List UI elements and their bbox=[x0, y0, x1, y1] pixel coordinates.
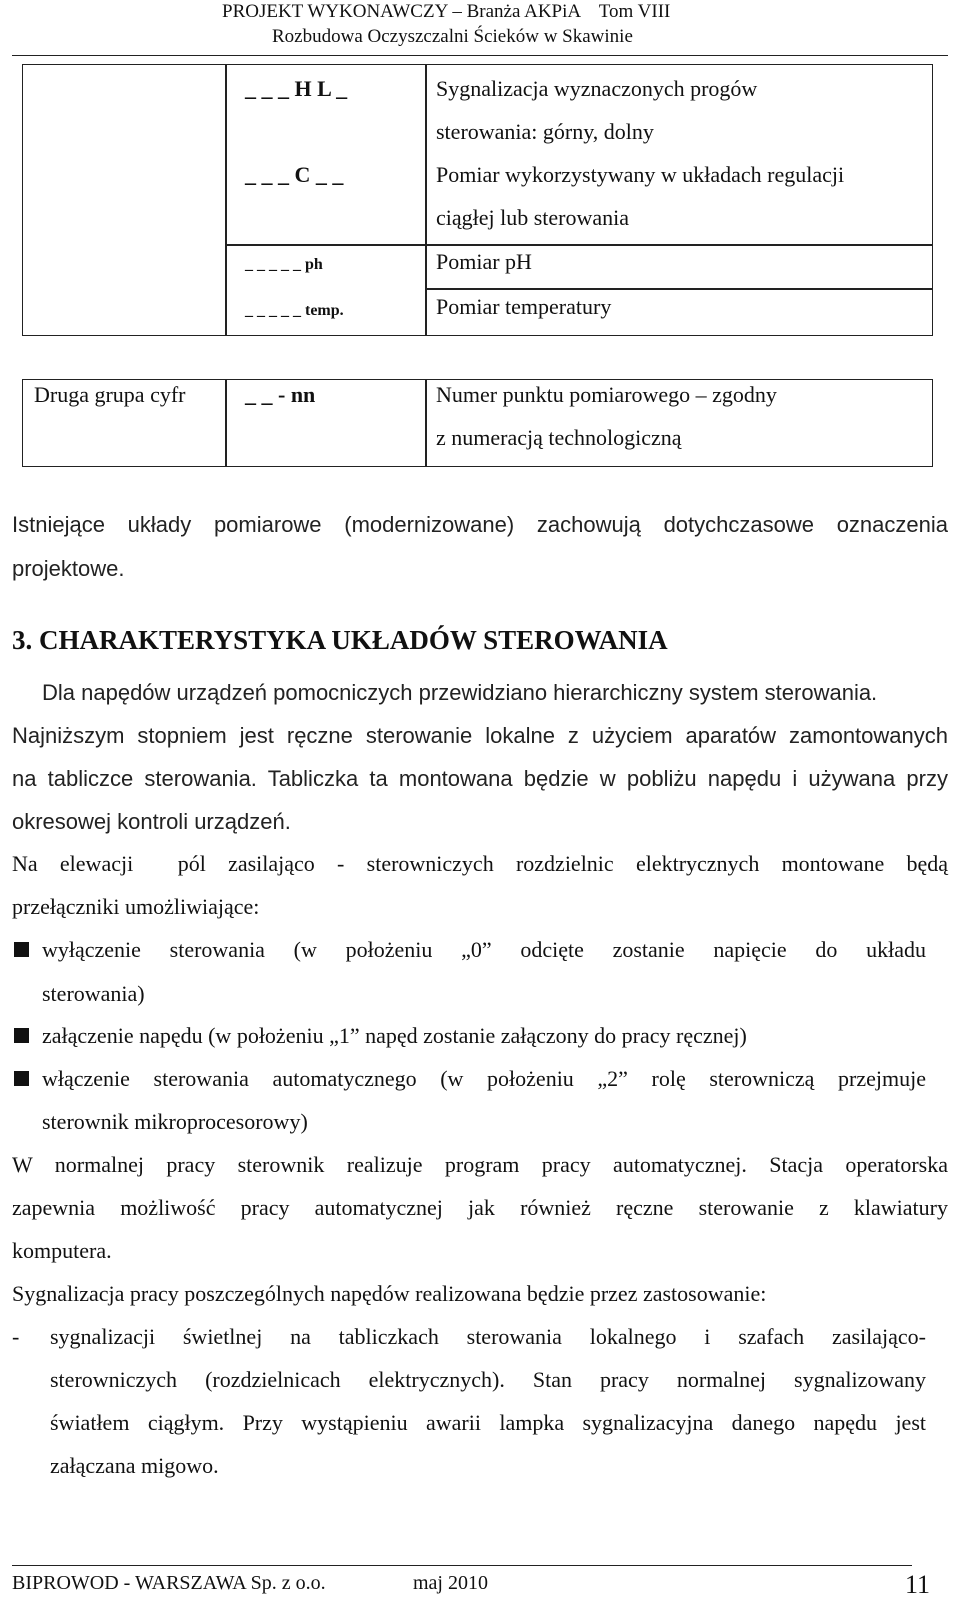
p1-line1: Dla napędów urządzeń pomocniczych przewidziano hierarchiczny system sterowania. bbox=[42, 680, 878, 705]
intro-line1: Istniejące układy pomiarowe (modernizowane) zachowują dotychczasowe oznaczenia bbox=[12, 512, 948, 537]
page-number: 11 bbox=[904, 1570, 930, 1599]
table2-code: _ _ - nn bbox=[245, 382, 316, 407]
table2-label: Druga grupa cyfr bbox=[34, 382, 186, 407]
desc-c-line2: ciągłej lub sterowania bbox=[436, 205, 630, 230]
header-divider bbox=[12, 55, 948, 56]
bullet-2-line1: załączenie napędu (w położeniu „1” napęd zostanie załączony do pracy ręcznej) bbox=[42, 1023, 747, 1048]
p3-line1: W normalnej pracy sterownik realizuje program pracy automatycznej. Stacja operatorska bbox=[12, 1152, 948, 1177]
table2-desc-line1: Numer punktu pomiarowego – zgodny bbox=[436, 382, 777, 407]
bullet-1-line2: sterowania) bbox=[42, 981, 145, 1006]
p1-line3: na tabliczce sterowania. Tabliczka ta montowana będzie w pobliżu napędu i używana przy bbox=[12, 766, 948, 791]
p1-line4: okresowej kontroli urządzeń. bbox=[12, 809, 291, 834]
desc-hl-line1: Sygnalizacja wyznaczonych progów bbox=[436, 76, 758, 101]
footer-divider bbox=[12, 1565, 912, 1566]
bullet-3-line1: włączenie sterowania automatycznego (w położeniu „2” rolę sterowniczą przejmuje bbox=[42, 1066, 926, 1091]
p2-line2: przełączniki umożliwiające: bbox=[12, 894, 260, 919]
p5-line1: sygnalizacji świetlnej na tabliczkach sterowania lokalnego i szafach zasilająco- bbox=[50, 1324, 926, 1349]
section-heading: 3. CHARAKTERYSTYKA UKŁADÓW STEROWANIA bbox=[12, 625, 668, 655]
desc-hl-line2: sterowania: górny, dolny bbox=[436, 119, 654, 144]
footer-date: maj 2010 bbox=[413, 1572, 488, 1594]
p5-line4: załączana migowo. bbox=[50, 1453, 219, 1478]
table1-left-cell bbox=[22, 64, 227, 336]
bullet-marker-1 bbox=[14, 942, 29, 957]
bullet-3-line2: sterownik mikroprocesorowy) bbox=[42, 1109, 308, 1134]
bullet-1-line1: wyłączenie sterowania (w położeniu „0” odcięte zostanie napięcie do układu bbox=[42, 937, 926, 962]
p3-line3: komputera. bbox=[12, 1238, 112, 1263]
code-temp: _ _ _ _ _ temp. bbox=[245, 302, 344, 319]
p5-line2: sterowniczych (rozdzielnicach elektrycznych). Stan pracy normalnej sygnalizowany bbox=[50, 1367, 926, 1392]
code-hl: _ _ _ H L _ bbox=[245, 76, 348, 101]
bullet-marker-3 bbox=[14, 1071, 29, 1086]
table2-desc-line2: z numeracją technologiczną bbox=[436, 425, 682, 450]
p1-line2: Najniższym stopniem jest ręczne sterowanie lokalne z użyciem aparatów zamontowanych bbox=[12, 723, 948, 748]
desc-temp: Pomiar temperatury bbox=[436, 294, 612, 319]
p2-line1: Na elewacji pól zasilająco - sterowniczych rozdzielnic elektrycznych montowane będą bbox=[12, 851, 948, 876]
header-project-title: PROJEKT WYKONAWCZY – Branża AKPiA Tom VIII bbox=[222, 1, 671, 22]
p3-line2: zapewnia możliwość pracy automatycznej jak również ręczne sterowanie z klawiatury bbox=[12, 1195, 948, 1220]
p5-line3: światłem ciągłym. Przy wystąpieniu awarii lampka sygnalizacyjna danego napędu jest bbox=[50, 1410, 926, 1435]
footer-company: BIPROWOD - WARSZAWA Sp. z o.o. bbox=[12, 1572, 326, 1594]
dash-marker: - bbox=[12, 1324, 20, 1349]
code-ph: _ _ _ _ _ ph bbox=[245, 256, 323, 273]
intro-line2: projektowe. bbox=[12, 556, 125, 581]
header-project-subtitle: Rozbudowa Oczyszczalni Ścieków w Skawinie bbox=[272, 26, 633, 47]
p4-line1: Sygnalizacja pracy poszczególnych napędów realizowana będzie przez zastosowanie: bbox=[12, 1281, 767, 1306]
bullet-marker-2 bbox=[14, 1028, 29, 1043]
desc-ph: Pomiar pH bbox=[436, 249, 532, 274]
code-c: _ _ _ C _ _ bbox=[245, 162, 344, 187]
desc-c-line1: Pomiar wykorzystywany w układach regulacji bbox=[436, 162, 845, 187]
